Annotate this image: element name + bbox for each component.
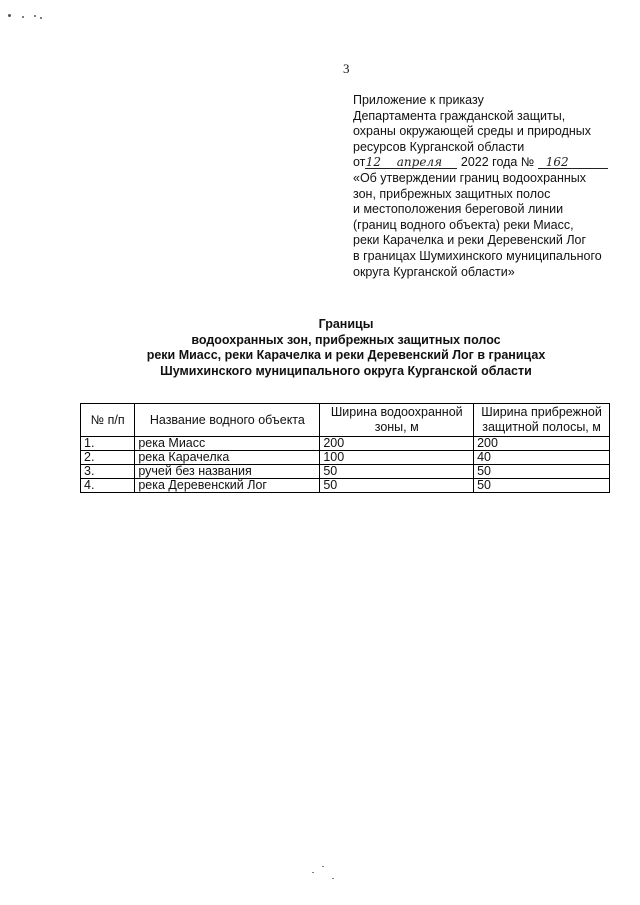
title-line: Шумихинского муниципального округа Курганской области [160,363,532,378]
subject-line: «Об утверждении границ водоохранных [353,170,587,185]
cell-num: 2. [81,451,135,465]
page-number: 3 [343,61,350,76]
table-row [81,479,610,493]
cell-water-zone: 50 [320,465,474,479]
cell-water-zone: 200 [320,437,474,451]
date-year: 2022 года № [460,155,535,170]
cell-protect-zone: 40 [474,451,610,465]
cell-name: река Карачелка [135,451,320,465]
scan-speck [332,878,334,879]
cell-name: река Деревенский Лог [135,479,320,493]
header-protect-zone: Ширина прибрежной защитной полосы, м [474,404,610,437]
title-line: Границы [318,317,374,331]
cell-protect-zone: 50 [474,479,610,493]
subject-line: (границ водного объекта) реки Миасс, [353,217,574,232]
cell-name: ручей без названия [135,465,320,479]
date-day-handwritten: 12 [365,155,382,170]
cell-name: река Миасс [135,437,320,451]
subject-line: в границах Шумихинского муниципального [353,248,602,263]
subject-line: округа Курганской области» [353,264,515,279]
subject-line: зон, прибрежных защитных полос [353,186,551,201]
zones-table [80,403,610,493]
header-num: № п/п [81,404,135,437]
scan-speck [34,15,36,17]
appendix-line: охраны окружающей среды и природных [353,124,592,139]
scan-speck [8,14,11,17]
appendix-line: Приложение к приказу [353,93,484,107]
cell-water-zone: 100 [320,451,474,465]
scan-speck [312,872,314,873]
order-number-handwritten: 162 [538,156,608,169]
header-water-zone: Ширина водоохранной зоны, м [320,404,474,437]
cell-protect-zone: 50 [474,465,610,479]
table-header-row [81,404,610,437]
appendix-line: Департамента гражданской защиты, [353,108,566,123]
appendix-line: ресурсов Курганской области [353,139,525,154]
scan-speck [22,16,24,18]
date-month-handwritten: апреля [381,156,457,169]
header-name: Название водного объекта [135,404,320,437]
cell-num: 1. [81,437,135,451]
document-title [80,317,612,379]
scan-speck [40,17,42,19]
cell-protect-zone: 200 [474,437,610,451]
title-line: реки Миасс, реки Карачелка и реки Деревенский Лог в границах [146,348,546,362]
cell-num: 3. [81,465,135,479]
scan-speck [322,866,324,867]
cell-water-zone: 50 [320,479,474,493]
table-row [81,451,610,465]
table-row [81,437,610,451]
cell-num: 4. [81,479,135,493]
appendix-date-line [353,155,623,171]
date-prefix: от [353,155,366,170]
subject-line: реки Карачелка и реки Деревенский Лог [353,233,587,248]
appendix-header [353,93,623,280]
title-line: водоохранных зон, прибрежных защитных полос [191,332,501,347]
subject-line: и местоположения береговой линии [353,202,564,217]
table-row [81,465,610,479]
